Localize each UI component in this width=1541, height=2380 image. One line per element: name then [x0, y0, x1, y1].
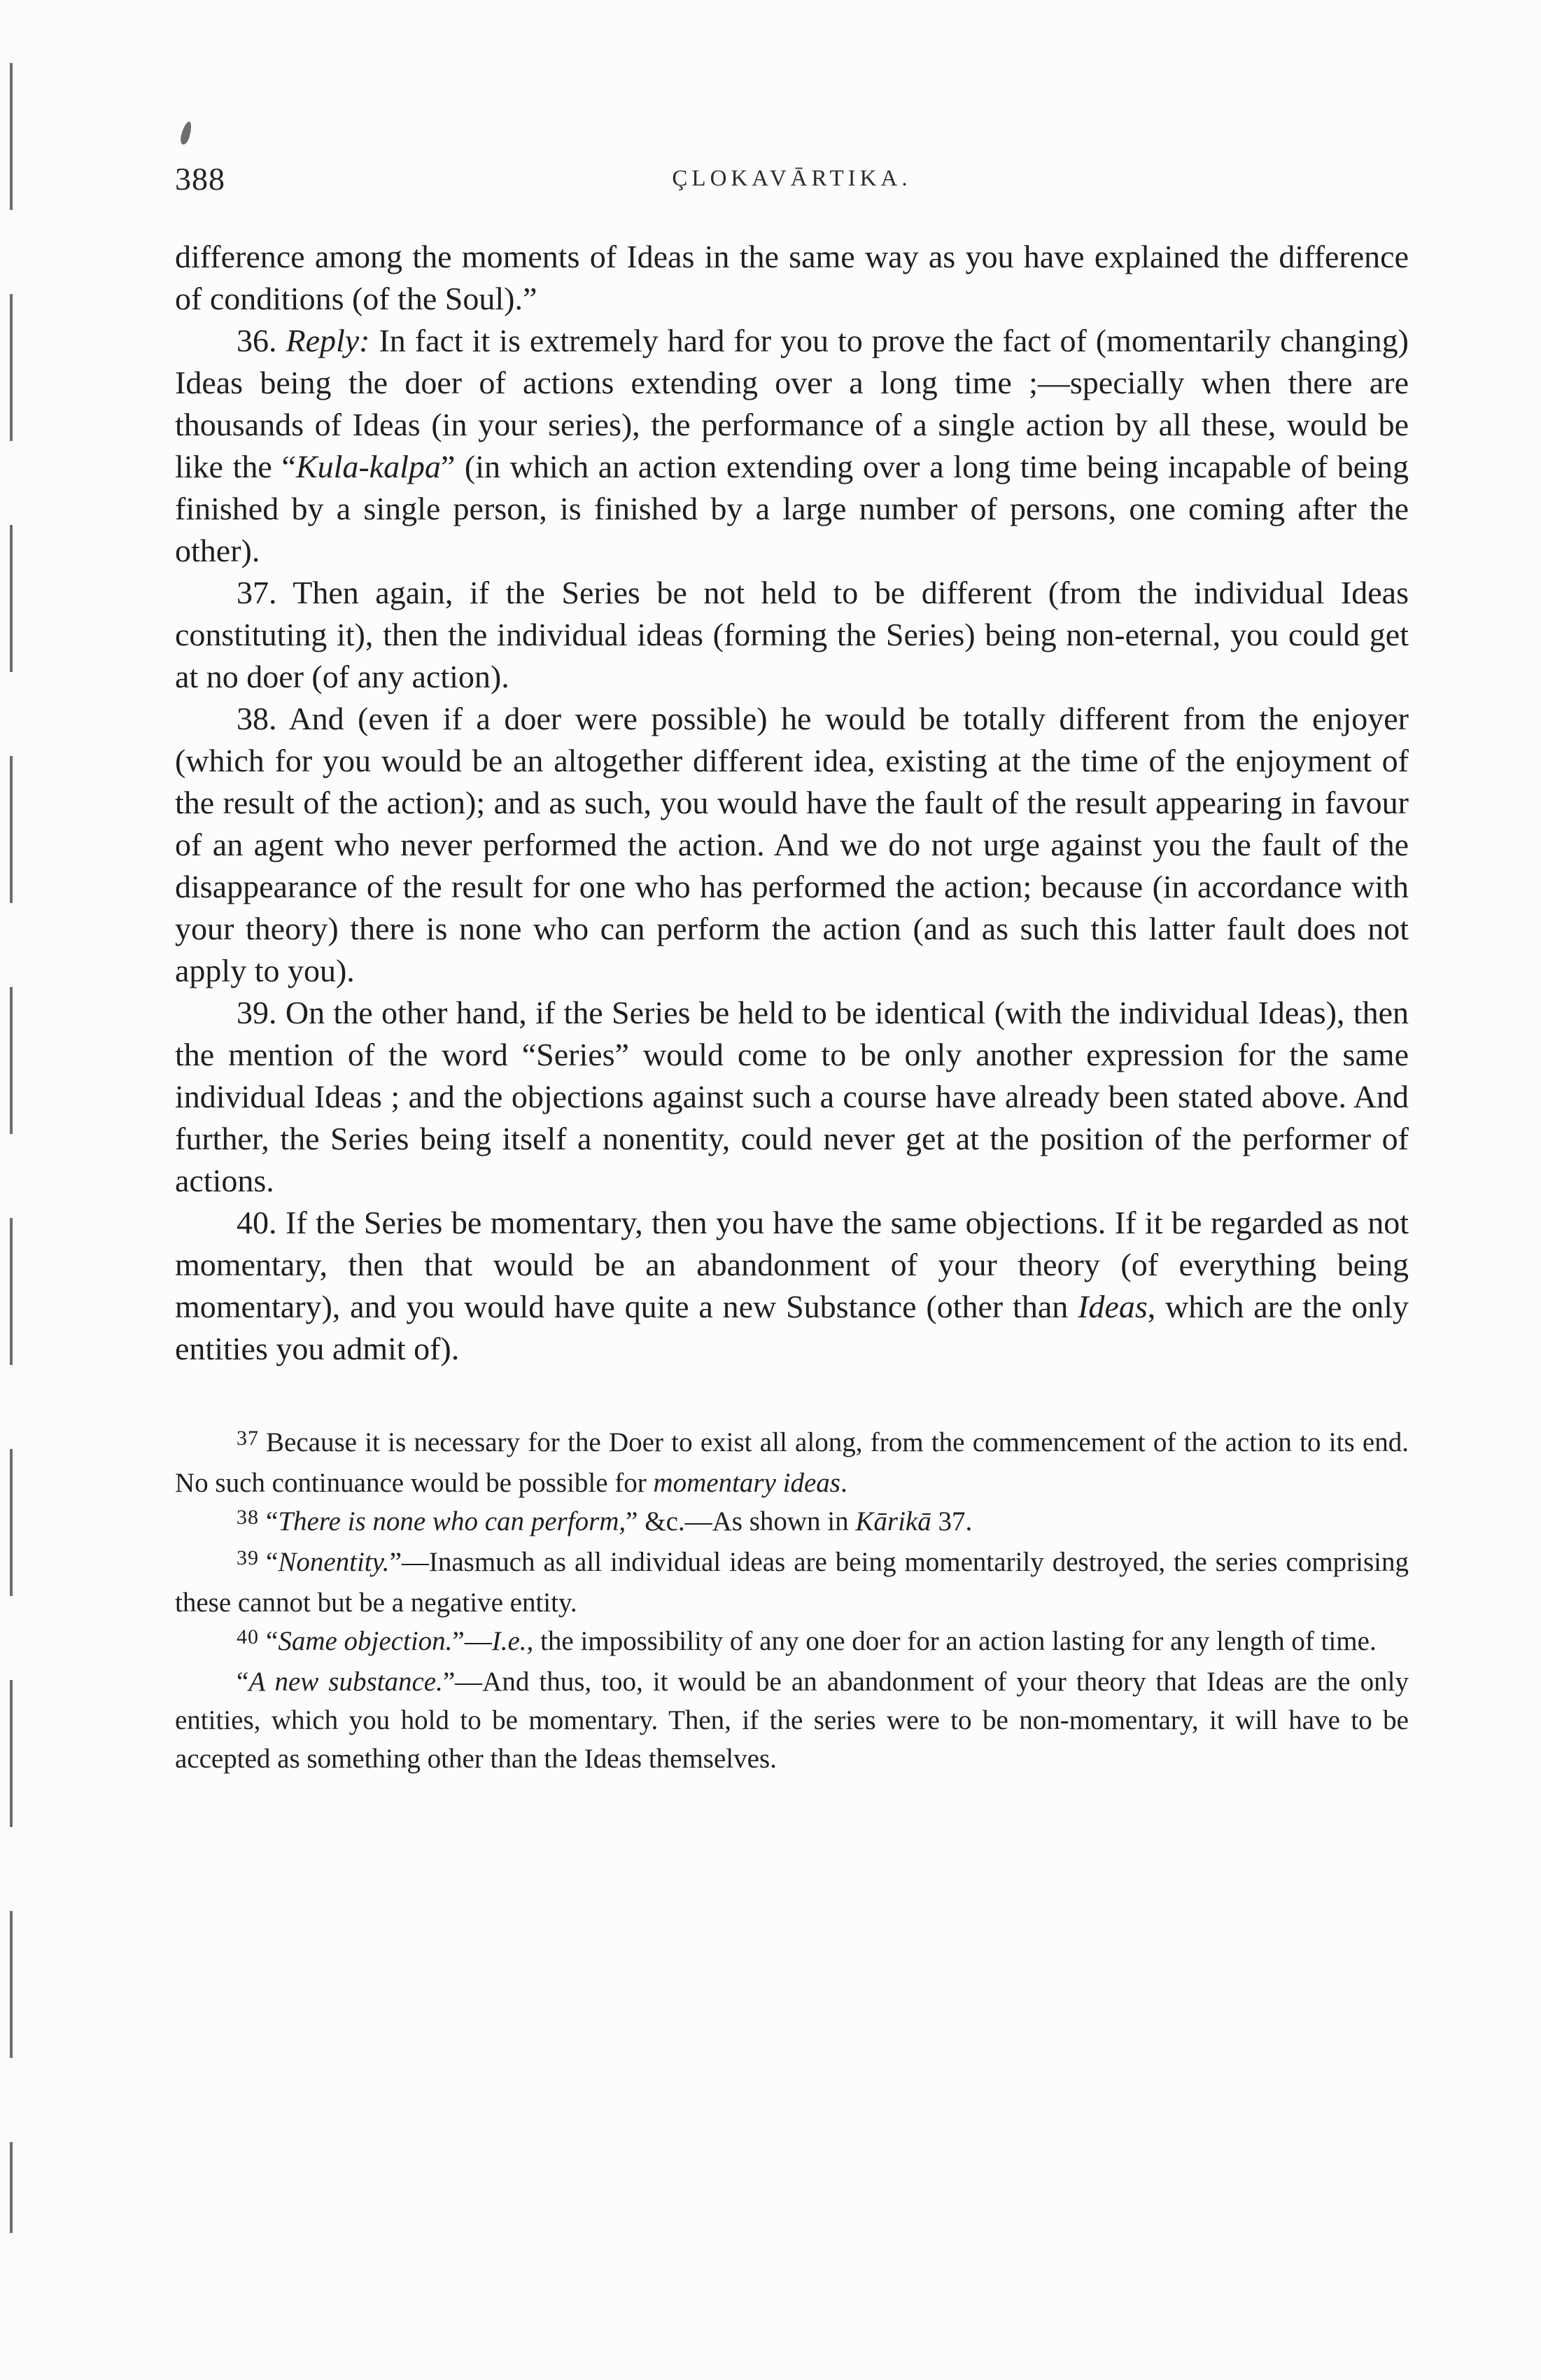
italic-text: There is none who can perform,: [278, 1506, 626, 1536]
text-run: the impossibility of any one doer for an action lasting for any length of time.: [533, 1626, 1377, 1656]
footnote: [175, 1543, 1409, 1622]
text-run: , which are the only entities you admit of).: [175, 1289, 1409, 1366]
paragraph: [175, 572, 1409, 698]
text-run: “: [266, 1626, 279, 1656]
text-run: 38. And (even if a doer were possible) he would be totally different from the enjoyer (which for you would be an altogether different idea, existing at the time of the enjoyment of the result of the action); and as such, you would have the fault of the result appearing in favour of an agent who never performed the action. And we do not urge against you the fault of the disappearance of the result for one who has performed the action; because (in accordance with your theory) there is none who can perform the action (and as such this latter fault does not apply to you).: [175, 701, 1409, 988]
text-run: 39. On the other hand, if the Series be held to be identical (with the individual Ideas), then the mention of the word “Series” would come to be only another expression for the same individual Ideas ; and the objections against such a course have already been stated above. And further, the Series being itself a nonentity, could never get at the position of the performer of actions.: [175, 995, 1409, 1198]
text-run: difference among the moments of Ideas in the same way as you have explained the difference of conditions (of the Soul).”: [175, 239, 1409, 316]
paragraph: [175, 992, 1409, 1202]
text-run: “: [266, 1506, 279, 1536]
page-header: [175, 158, 1409, 208]
italic-text: Kārikā: [855, 1506, 931, 1536]
italic-text: A new substance.: [248, 1667, 443, 1697]
footnote: [175, 1502, 1409, 1543]
paragraph: [175, 320, 1409, 572]
ink-smudge-artifact: [179, 120, 194, 146]
footnote: [175, 1622, 1409, 1662]
paragraph: [175, 236, 1409, 320]
page-content: [175, 158, 1409, 1778]
text-run: Because it is necessary for the Doer to exist all along, from the commencement of the action to its end. No such continuance would be possible for: [175, 1427, 1409, 1498]
footnote: [175, 1423, 1409, 1502]
text-run: ” (in which an action extending over a long time being incapable of being finished by a single person, is finished by a large number of persons, one coming after the other).: [175, 449, 1409, 568]
footnote-marker: 40: [237, 1625, 259, 1648]
text-run: ”—: [452, 1626, 492, 1656]
italic-text: Nonentity.: [278, 1547, 390, 1577]
italic-text: Same objection.: [278, 1626, 453, 1656]
footnotes: [175, 1423, 1409, 1778]
italic-text: Kula-kalpa: [295, 449, 441, 484]
footnote: [175, 1662, 1409, 1778]
text-run: ”—And thus, too, it would be an abandonment of your theory that Ideas are the only entities, which you hold to be momentary. Then, if the series were to be non-momentary, it will have to be accepted as something other than the Ideas themselves.: [175, 1667, 1409, 1774]
page-number: 388: [175, 161, 225, 197]
text-run: 37.: [931, 1506, 973, 1536]
text-run: ”—Inasmuch as all individual ideas are being momentarily destroyed, the series comprising these cannot but be a negative entity.: [175, 1547, 1409, 1618]
italic-text: Ideas: [1078, 1289, 1148, 1324]
binding-artifact: [10, 63, 13, 2233]
text-run: In fact it is extremely hard for you to prove the fact of (momentarily changing) Ideas being the doer of actions extending over a long time ;—specially when there are thousands of Ideas (in your series), the performance of a single action by all these, would be like the “: [175, 323, 1409, 484]
text-run: “: [266, 1547, 279, 1577]
text-run: 40. If the Series be momentary, then you have the same objections. If it be regarded as not momentary, then that would be an abandonment of your theory (of everything being momentary), and you would have quite a new Substance (other than: [175, 1205, 1409, 1324]
italic-text: momentary ideas: [653, 1468, 840, 1498]
text-run: ” &c.—As shown in: [626, 1506, 856, 1536]
text-run: 37. Then again, if the Series be not held to be different (from the individual Ideas constituting it), then the individual ideas (forming the Series) being non-eternal, you could get at no doer (of any action).: [175, 575, 1409, 694]
running-title: ÇLOKAVĀRTIKA.: [672, 166, 912, 191]
paragraph: [175, 698, 1409, 992]
italic-text: I.e.,: [491, 1626, 534, 1656]
footnote-marker: 37: [237, 1427, 259, 1450]
body-text: [175, 236, 1409, 1370]
footnote-marker: 38: [237, 1506, 259, 1529]
text-run: “: [237, 1667, 249, 1697]
text-run: .: [840, 1468, 847, 1498]
italic-text: Reply:: [286, 323, 370, 358]
footnote-marker: 39: [237, 1546, 259, 1569]
text-run: 36.: [237, 323, 286, 358]
paragraph: [175, 1202, 1409, 1370]
